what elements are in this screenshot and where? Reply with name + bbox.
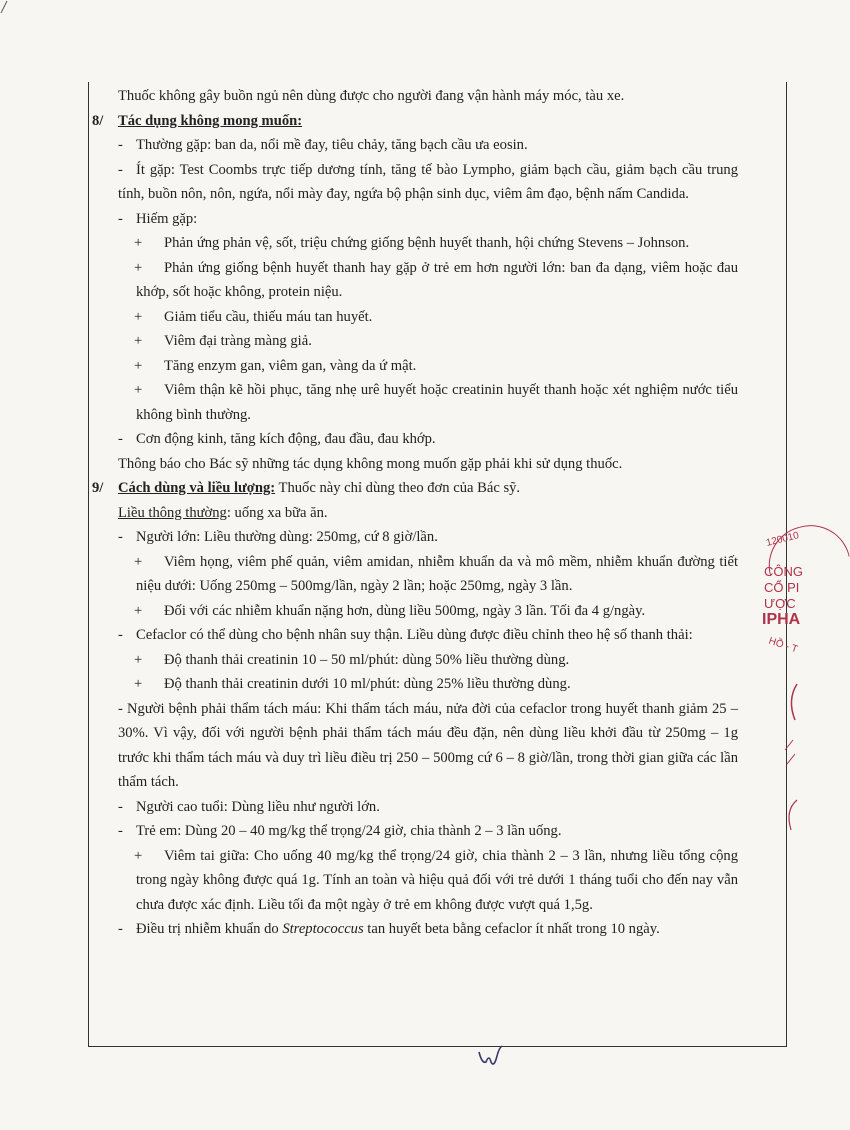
list-item — [88, 795, 738, 820]
item-text: Cơn động kinh, tăng kích động, đau đầu, đau khớp. — [136, 431, 436, 447]
item-text: Viêm đại tràng màng giả. — [164, 333, 312, 349]
item-text: Tăng enzym gan, viêm gan, vàng da ứ mật. — [164, 357, 417, 374]
dash-bullet: - — [118, 431, 123, 447]
stamp-line: CỔ PI — [764, 580, 800, 595]
dash-bullet: - — [118, 210, 123, 227]
dash-bullet: - — [118, 700, 123, 717]
item-text: Cefaclor có thể dùng cho bệnh nhân suy thận. Liều dùng được điều chỉnh theo hệ số thanh thải: — [136, 627, 693, 643]
item-text: Đối với các nhiễm khuẩn nặng hơn, dùng liều 500mg, ngày 3 lần. Tối đa 4 g/ngày. — [164, 602, 646, 619]
plus-bullet: + — [134, 847, 143, 864]
list-item — [88, 158, 738, 207]
dash-bullet: - — [118, 823, 123, 839]
item-text: Phản ứng giống bệnh huyết thanh hay gặp ở trẻ em hơn người lớn: ban đa dạng, viêm hoặc đau khớp, sốt hoặc không, protein niệu. — [136, 259, 738, 300]
plus-bullet: + — [134, 235, 143, 251]
item-text: Phản ứng phản vệ, sốt, triệu chứng giống bệnh huyết thanh, hội chứng Stevens – Johnson. — [164, 235, 690, 251]
stamp-line: HỒ - T — [767, 635, 799, 656]
company-stamp — [760, 526, 820, 666]
organism-name: Streptococcus — [282, 921, 364, 937]
dash-bullet: - — [118, 529, 123, 545]
document-body — [88, 84, 738, 942]
dash-bullet: - — [118, 798, 123, 815]
usual-dose-text: : uống xa bữa ăn. — [226, 504, 328, 521]
item-text: Người bệnh phải thẩm tách máu: Khi thẩm tách máu, nửa đời của cefaclor trong huyết thanh giảm 25 – 30%. Vì vậy, đối với người bệnh phải thẩm tách máu đều đặn, nên dùng liều khởi đầu từ 250mg – 1g trước khi thẩm tách máu và duy trì liều điều trị 250 – 500mg cứ 6 – 8 giờ/lần, trong thời gian giữa các lần thẩm tách. — [118, 700, 738, 790]
sub-list-item — [88, 354, 738, 379]
sub-list-item — [88, 305, 738, 330]
section-8-heading — [88, 109, 738, 134]
plus-bullet: + — [134, 357, 143, 374]
sub-list-item — [88, 648, 738, 673]
plus-bullet: + — [134, 333, 143, 349]
sub-list-item — [88, 256, 738, 305]
stamp-line: IPHA — [762, 611, 801, 628]
section-9-heading — [88, 476, 738, 501]
item-text: Độ thanh thải creatinin 10 – 50 ml/phút: dùng 50% liều thường dùng. — [164, 651, 570, 668]
item-text: Giảm tiểu cầu, thiếu máu tan huyết. — [164, 308, 373, 325]
plus-bullet: + — [134, 676, 143, 692]
item-text: Trẻ em: Dùng 20 – 40 mg/kg thể trọng/24 giờ, chia thành 2 – 3 lần uống. — [136, 823, 562, 839]
list-item — [88, 819, 738, 844]
usual-dose-label: Liều thông thường — [118, 504, 227, 521]
dash-bullet: - — [118, 137, 123, 153]
list-item — [88, 133, 738, 158]
plus-bullet: + — [134, 259, 143, 276]
text-line — [88, 501, 738, 526]
stamp-line: CÔNG — [764, 564, 803, 579]
section-number: 8/ — [92, 112, 104, 129]
sub-list-item — [88, 329, 738, 354]
text-line: Thuốc không gây buồn ngủ nên dùng được cho người đang vận hành máy móc, tàu xe. — [118, 88, 625, 104]
item-text: Hiếm gặp: — [136, 210, 198, 227]
section-number: 9/ — [92, 480, 104, 496]
plus-bullet: + — [134, 602, 143, 619]
sub-list-item — [88, 231, 738, 256]
plus-bullet: + — [134, 382, 143, 398]
list-item — [88, 525, 738, 550]
section-subtitle: Thuốc này chỉ dùng theo đơn của Bác sỹ. — [275, 480, 521, 496]
sub-list-item — [88, 378, 738, 427]
stamp-edge-marks — [779, 680, 799, 840]
item-text: Người lớn: Liều thường dùng: 250mg, cứ 8 giờ/lần. — [136, 529, 438, 545]
item-text: Viêm tai giữa: Cho uống 40 mg/kg thể trọng/24 giờ, chia thành 2 – 3 lần, nhưng liều tổng cộng trong ngày không được quá 1g. Tính an toàn và hiệu quả đối với trẻ dưới 1 tháng tuổi cho đến nay vẫn chưa được xác định. Liều tối đa một ngày ở trẻ em không được vượt quá 1,5g. — [136, 847, 738, 913]
sub-list-item — [88, 599, 738, 624]
corner-mark — [0, 0, 12, 14]
stamp-line: ƯỢC — [764, 596, 796, 611]
sub-list-item — [88, 672, 738, 697]
stamp-number: 120010 — [765, 530, 801, 549]
plus-bullet: + — [134, 553, 143, 570]
list-item — [88, 697, 738, 795]
plus-bullet: + — [134, 651, 143, 668]
text-line: Thông báo cho Bác sỹ những tác dụng không mong muốn gặp phải khi sử dụng thuốc. — [118, 455, 623, 472]
item-text: Ít gặp: Test Coombs trực tiếp dương tính, tăng tế bào Lympho, giảm bạch cầu, giảm bạch cầu trung tính, buồn nôn, nôn, ngứa, nổi mày đay, ngứa bộ phận sinh dục, viêm âm đạo, bệnh nấm Candida. — [118, 161, 738, 202]
dash-bullet: - — [118, 627, 123, 643]
dash-bullet: - — [118, 161, 123, 178]
list-item — [88, 427, 738, 452]
list-item — [88, 623, 738, 648]
section-title: Cách dùng và liều lượng: — [118, 480, 276, 496]
sub-list-item — [88, 844, 738, 918]
sub-list-item — [88, 550, 738, 599]
item-text: Điều trị nhiễm khuẩn do — [136, 921, 283, 937]
item-text: Người cao tuổi: Dùng liều như người lớn. — [136, 798, 380, 815]
section-title: Tác dụng không mong muốn: — [118, 112, 303, 129]
plus-bullet: + — [134, 308, 143, 325]
item-text: Viêm thận kẽ hồi phục, tăng nhẹ urê huyết hoặc creatinin huyết thanh hoặc xét nghiệm nước tiểu không bình thường. — [136, 382, 738, 423]
item-text: Thường gặp: ban da, nổi mề đay, tiêu chảy, tăng bạch cầu ưa eosin. — [136, 137, 528, 153]
item-text: tan huyết beta bằng cefaclor ít nhất trong 10 ngày. — [363, 921, 660, 937]
list-item — [88, 207, 738, 232]
dash-bullet: - — [118, 921, 123, 937]
list-item — [88, 917, 738, 942]
signature-initial — [476, 1044, 506, 1070]
item-text: Viêm họng, viêm phế quản, viêm amidan, nhiễm khuẩn da và mô mềm, nhiễm khuẩn đường tiết niệu dưới: Uống 250mg – 500mg/lần, ngày 2 lần; hoặc 250mg, ngày 3 lần. — [136, 553, 738, 594]
item-text: Độ thanh thải creatinin dưới 10 ml/phút: dùng 25% liều thường dùng. — [164, 676, 571, 692]
